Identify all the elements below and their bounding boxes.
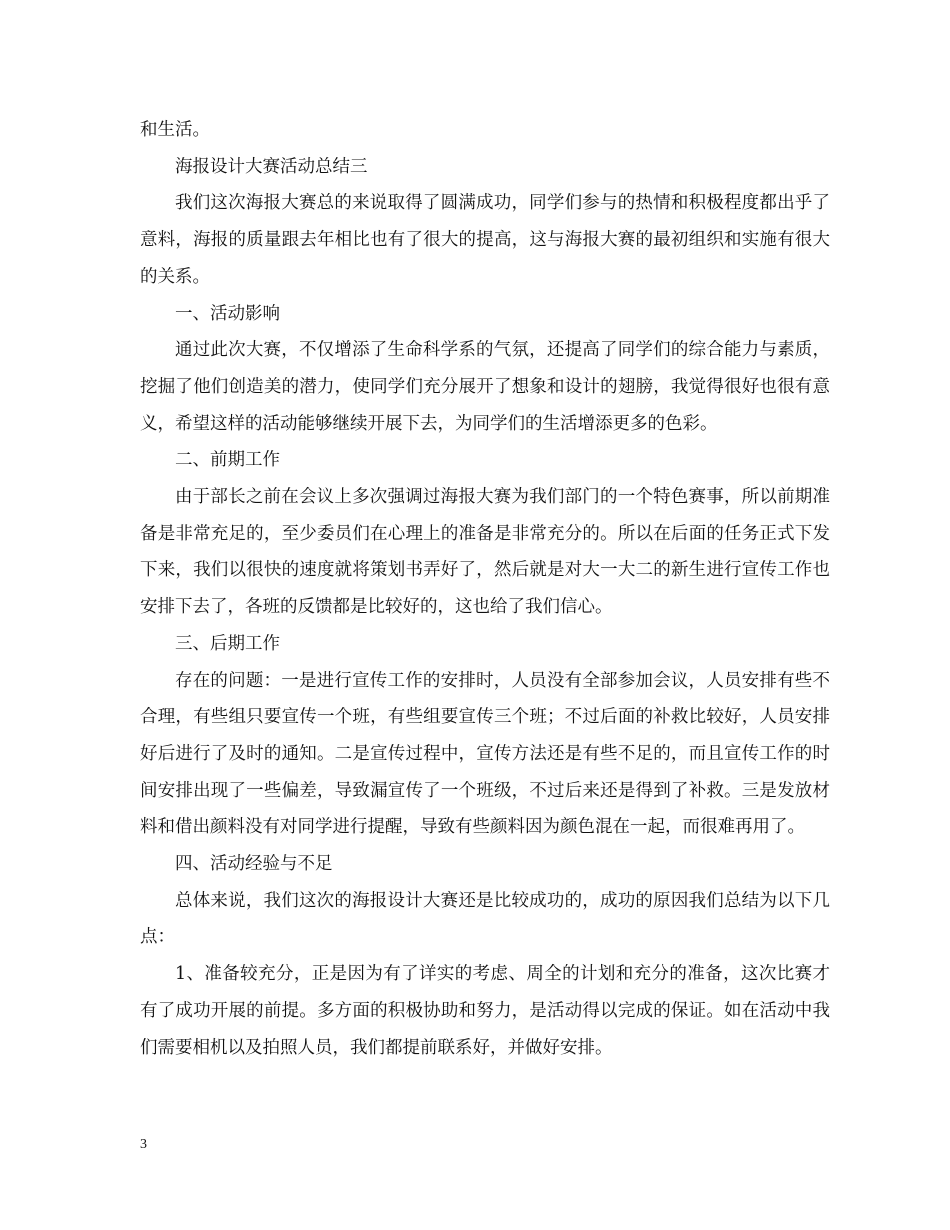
paragraph-activity-impact: 通过此次大赛，不仅增添了生命科学系的气氛，还提高了同学们的综合能力与素质，挖掘了他们创造美的潜力，使同学们充分展开了想象和设计的翅膀，我觉得很好也很有意义，希望这样的活动能够继续开展下去，为同学们的生活增添更多的色彩。	[140, 340, 830, 434]
section-title: 海报设计大赛活动总结三	[175, 156, 368, 177]
paragraph-early-work: 由于部长之前在会议上多次强调过海报大赛为我们部门的一个特色赛事，所以前期准备是非常充足的，至少委员们在心理上的准备是非常充分的。所以在后面的任务正式下发下来，我们以很快的速度就将策划书弄好了，然后就是对大一大二的新生进行宣传工作也安排下去了，各班的反馈都是比较好的，这也给了我们信心。	[140, 487, 830, 618]
document-body	[140, 112, 830, 1066]
heading-activity-impact: 一、活动影响	[175, 303, 280, 324]
paragraph-later-work: 存在的问题：一是进行宣传工作的安排时，人员没有全部参加会议，人员安排有些不合理，有些组只要宣传一个班，有些组要宣传三个班；不过后面的补救比较好，人员安排好后进行了及时的通知。二是宣传过程中，宣传方法还是有些不足的，而且宣传工作的时间安排出现了一些偏差，导致漏宣传了一个班级，不过后来还是得到了补救。三是发放材料和借出颜料没有对同学进行提醒，导致有些颜料因为颜色混在一起，而很难再用了。	[140, 670, 830, 838]
paragraph-intro: 我们这次海报大赛总的来说取得了圆满成功，同学们参与的热情和积极程度都出乎了意料，海报的质量跟去年相比也有了很大的提高，这与海报大赛的最初组织和实施有很大的关系。	[140, 193, 830, 287]
paragraph-continuation: 和生活。	[140, 120, 210, 140]
heading-experience: 四、活动经验与不足	[175, 854, 333, 875]
paragraph-point-1: 1、准备较充分，正是因为有了详实的考虑、周全的计划和充分的准备，这次比赛才有了成功开展的前提。多方面的积极协助和努力，是活动得以完成的保证。如在活动中我们需要相机以及拍照人员，我们都提前联系好，并做好安排。	[140, 964, 830, 1058]
paragraph-experience-summary: 总体来说，我们这次的海报设计大赛还是比较成功的，成功的原因我们总结为以下几点：	[140, 890, 830, 948]
heading-early-work: 二、前期工作	[175, 450, 280, 471]
heading-later-work: 三、后期工作	[175, 633, 280, 654]
page-number: 3	[140, 1137, 147, 1152]
